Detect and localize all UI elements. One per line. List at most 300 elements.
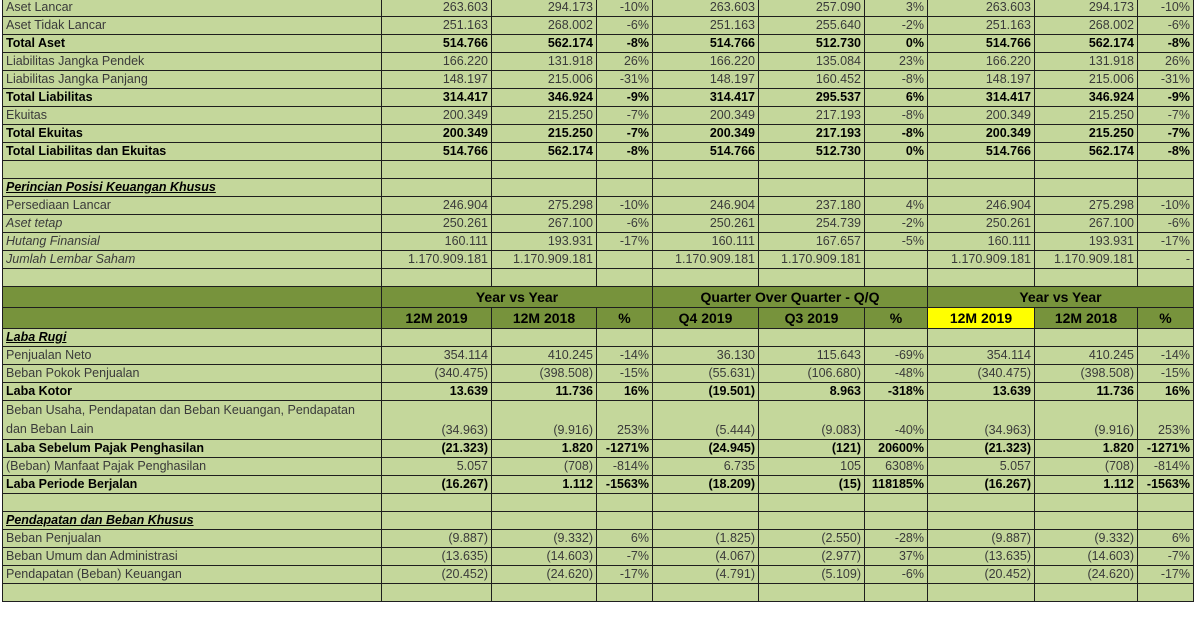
value-cell: 514.766 [382, 143, 492, 161]
row-label: (Beban) Manfaat Pajak Penghasilan [3, 458, 382, 476]
row-label: Total Liabilitas [3, 89, 382, 107]
value-cell: 251.163 [928, 17, 1035, 35]
value-cell: 217.193 [759, 125, 865, 143]
value-cell: 1.170.909.181 [382, 251, 492, 269]
value-cell: 1.170.909.181 [653, 251, 759, 269]
table-row [3, 143, 1194, 161]
value-cell [1138, 269, 1194, 287]
row-label: Liabilitas Jangka Panjang [3, 71, 382, 89]
value-cell: (9.332) [1035, 530, 1138, 548]
value-cell: 0% [865, 35, 928, 53]
value-cell: 251.163 [653, 17, 759, 35]
value-cell: 200.349 [928, 125, 1035, 143]
value-cell: 11.736 [1035, 383, 1138, 401]
value-cell: (14.603) [492, 548, 597, 566]
value-cell: 1.820 [492, 440, 597, 458]
value-cell: 314.417 [928, 89, 1035, 107]
value-cell [1138, 494, 1194, 512]
value-cell [597, 161, 653, 179]
value-cell: -6% [597, 17, 653, 35]
value-cell: 23% [865, 53, 928, 71]
row-label [3, 494, 382, 512]
row-label: Jumlah Lembar Saham [3, 251, 382, 269]
value-cell: -31% [1138, 71, 1194, 89]
table-row [3, 401, 1194, 440]
value-cell: 6% [865, 89, 928, 107]
row-label: Beban Penjualan [3, 530, 382, 548]
value-cell: 26% [1138, 53, 1194, 71]
value-cell [928, 512, 1035, 530]
table-row [3, 347, 1194, 365]
value-cell: -6% [597, 215, 653, 233]
value-cell: (340.475) [928, 365, 1035, 383]
value-cell: -69% [865, 347, 928, 365]
value-cell [1035, 512, 1138, 530]
row-label: Perincian Posisi Keuangan Khusus [3, 179, 382, 197]
value-cell: 346.924 [1035, 89, 1138, 107]
row-label [3, 584, 382, 602]
value-cell: (340.475) [382, 365, 492, 383]
value-cell: 166.220 [928, 53, 1035, 71]
value-cell: 13.639 [382, 383, 492, 401]
value-cell: 314.417 [382, 89, 492, 107]
value-cell [653, 269, 759, 287]
value-cell: 160.111 [382, 233, 492, 251]
value-cell: (2.550) [759, 530, 865, 548]
value-cell [492, 584, 597, 602]
value-cell [928, 584, 1035, 602]
value-cell: 6% [597, 530, 653, 548]
value-cell [928, 161, 1035, 179]
value-cell [928, 329, 1035, 347]
value-cell: 200.349 [382, 107, 492, 125]
table-row [3, 512, 1194, 530]
value-cell [492, 269, 597, 287]
value-cell: -814% [1138, 458, 1194, 476]
value-cell: 410.245 [1035, 347, 1138, 365]
value-cell [597, 269, 653, 287]
value-cell [759, 179, 865, 197]
value-cell: 314.417 [653, 89, 759, 107]
value-cell: 1.170.909.181 [759, 251, 865, 269]
value-cell: 215.250 [1035, 125, 1138, 143]
value-cell: -17% [597, 233, 653, 251]
value-cell: -15% [1138, 365, 1194, 383]
value-cell: 20600% [865, 440, 928, 458]
value-cell: 118185% [865, 476, 928, 494]
value-cell [597, 329, 653, 347]
header-group-qoq: Quarter Over Quarter - Q/Q [653, 287, 928, 308]
value-cell: 105 [759, 458, 865, 476]
value-cell [382, 494, 492, 512]
value-cell: (708) [492, 458, 597, 476]
value-cell: 250.261 [653, 215, 759, 233]
value-cell: 514.766 [382, 35, 492, 53]
value-cell [382, 179, 492, 197]
table-row [3, 197, 1194, 215]
value-cell: 410.245 [492, 347, 597, 365]
value-cell: -7% [1138, 548, 1194, 566]
value-cell: (9.916) [1035, 401, 1138, 440]
value-cell: 267.100 [492, 215, 597, 233]
value-cell: 268.002 [1035, 17, 1138, 35]
value-cell: 215.006 [492, 71, 597, 89]
value-cell: -10% [1138, 197, 1194, 215]
value-cell: -31% [597, 71, 653, 89]
value-cell: (9.332) [492, 530, 597, 548]
value-cell: (21.323) [928, 440, 1035, 458]
value-cell: (13.635) [382, 548, 492, 566]
value-cell: (16.267) [382, 476, 492, 494]
value-cell: (21.323) [382, 440, 492, 458]
value-cell: 514.766 [928, 35, 1035, 53]
value-cell: (13.635) [928, 548, 1035, 566]
value-cell: -28% [865, 530, 928, 548]
value-cell: 512.730 [759, 143, 865, 161]
value-cell [928, 494, 1035, 512]
value-cell: 167.657 [759, 233, 865, 251]
value-cell: -814% [597, 458, 653, 476]
value-cell: 1.170.909.181 [1035, 251, 1138, 269]
value-cell: (18.209) [653, 476, 759, 494]
value-cell [382, 269, 492, 287]
row-label: Aset Lancar [3, 0, 382, 17]
value-cell: 200.349 [653, 107, 759, 125]
value-cell: -8% [865, 125, 928, 143]
value-cell: (20.452) [382, 566, 492, 584]
table-row [3, 35, 1194, 53]
value-cell: 562.174 [492, 143, 597, 161]
value-cell [597, 584, 653, 602]
value-cell: 11.736 [492, 383, 597, 401]
value-cell: 26% [597, 53, 653, 71]
value-cell: -8% [597, 143, 653, 161]
value-cell: 148.197 [928, 71, 1035, 89]
value-cell: -14% [597, 347, 653, 365]
value-cell: 237.180 [759, 197, 865, 215]
value-cell: (708) [1035, 458, 1138, 476]
value-cell: -48% [865, 365, 928, 383]
value-cell: 16% [597, 383, 653, 401]
value-cell: (34.963) [382, 401, 492, 440]
value-cell [653, 179, 759, 197]
value-cell: 3% [865, 0, 928, 17]
value-cell [653, 329, 759, 347]
value-cell: -7% [597, 107, 653, 125]
value-cell [759, 161, 865, 179]
blank-row [3, 494, 1194, 512]
value-cell: -17% [597, 566, 653, 584]
value-cell [1138, 161, 1194, 179]
value-cell: (4.791) [653, 566, 759, 584]
value-cell: -5% [865, 233, 928, 251]
value-cell: -17% [1138, 566, 1194, 584]
value-cell: - [1138, 251, 1194, 269]
value-cell [759, 494, 865, 512]
value-cell [382, 512, 492, 530]
table-row [3, 530, 1194, 548]
value-cell: 160.111 [928, 233, 1035, 251]
value-cell: 1.820 [1035, 440, 1138, 458]
value-cell [865, 269, 928, 287]
value-cell: (16.267) [928, 476, 1035, 494]
value-cell: 1.112 [492, 476, 597, 494]
table-row [3, 329, 1194, 347]
value-cell [597, 179, 653, 197]
value-cell: 215.250 [1035, 107, 1138, 125]
table-row [3, 71, 1194, 89]
value-cell [759, 584, 865, 602]
value-cell [1035, 179, 1138, 197]
value-cell: 250.261 [382, 215, 492, 233]
table-row [3, 458, 1194, 476]
value-cell: 263.603 [382, 0, 492, 17]
value-cell: -318% [865, 383, 928, 401]
value-cell: (9.887) [928, 530, 1035, 548]
value-cell: 346.924 [492, 89, 597, 107]
value-cell: 200.349 [382, 125, 492, 143]
value-cell [759, 269, 865, 287]
value-cell: 263.603 [928, 0, 1035, 17]
table-row [3, 251, 1194, 269]
value-cell [865, 494, 928, 512]
value-cell: 4% [865, 197, 928, 215]
value-cell: 512.730 [759, 35, 865, 53]
value-cell: 275.298 [492, 197, 597, 215]
value-cell [653, 512, 759, 530]
table-row [3, 107, 1194, 125]
value-cell: -6% [865, 566, 928, 584]
value-cell: -10% [1138, 0, 1194, 17]
value-cell [1138, 512, 1194, 530]
value-cell [492, 329, 597, 347]
value-cell [1035, 161, 1138, 179]
value-cell: -40% [865, 401, 928, 440]
column-header: 12M 2019 [382, 308, 492, 329]
value-cell: (20.452) [928, 566, 1035, 584]
value-cell: 193.931 [1035, 233, 1138, 251]
value-cell: 5.057 [928, 458, 1035, 476]
row-label: Penjualan Neto [3, 347, 382, 365]
row-label: Pendapatan (Beban) Keuangan [3, 566, 382, 584]
value-cell [865, 179, 928, 197]
value-cell [382, 584, 492, 602]
value-cell: -7% [1138, 107, 1194, 125]
value-cell: 5.057 [382, 458, 492, 476]
table-row [3, 548, 1194, 566]
header-group-row [3, 287, 1194, 308]
value-cell [865, 251, 928, 269]
value-cell [597, 251, 653, 269]
value-cell: (121) [759, 440, 865, 458]
value-cell: (24.945) [653, 440, 759, 458]
table-row [3, 383, 1194, 401]
table-row [3, 215, 1194, 233]
column-header: 12M 2019 [928, 308, 1035, 329]
value-cell: (4.067) [653, 548, 759, 566]
row-label: Beban Pokok Penjualan [3, 365, 382, 383]
value-cell: 294.173 [1035, 0, 1138, 17]
column-header: 12M 2018 [1035, 308, 1138, 329]
value-cell: (398.508) [1035, 365, 1138, 383]
header-blank-cell [3, 287, 382, 308]
value-cell [597, 512, 653, 530]
value-cell: 246.904 [382, 197, 492, 215]
value-cell [865, 161, 928, 179]
value-cell: 200.349 [653, 125, 759, 143]
value-cell: -1271% [597, 440, 653, 458]
value-cell: 36.130 [653, 347, 759, 365]
row-label: Total Aset [3, 35, 382, 53]
value-cell: -8% [1138, 35, 1194, 53]
value-cell: (5.444) [653, 401, 759, 440]
value-cell: (9.083) [759, 401, 865, 440]
table-row [3, 365, 1194, 383]
value-cell: (19.501) [653, 383, 759, 401]
value-cell: 6308% [865, 458, 928, 476]
value-cell: -6% [1138, 215, 1194, 233]
table-row [3, 0, 1194, 17]
value-cell: 253% [1138, 401, 1194, 440]
value-cell: -8% [865, 107, 928, 125]
value-cell: -6% [1138, 17, 1194, 35]
value-cell: 263.603 [653, 0, 759, 17]
header-blank-cell [3, 308, 382, 329]
value-cell: -8% [1138, 143, 1194, 161]
table-row [3, 440, 1194, 458]
value-cell: 115.643 [759, 347, 865, 365]
value-cell [1035, 584, 1138, 602]
value-cell [928, 179, 1035, 197]
value-cell: -9% [597, 89, 653, 107]
column-header: % [597, 308, 653, 329]
value-cell: 354.114 [928, 347, 1035, 365]
value-cell: (1.825) [653, 530, 759, 548]
value-cell: 354.114 [382, 347, 492, 365]
value-cell: 253% [597, 401, 653, 440]
value-cell [865, 512, 928, 530]
row-label: Laba Sebelum Pajak Penghasilan [3, 440, 382, 458]
value-cell: (15) [759, 476, 865, 494]
value-cell: 215.250 [492, 125, 597, 143]
income-statement-section [3, 329, 1194, 602]
value-cell: -1563% [597, 476, 653, 494]
value-cell: 166.220 [382, 53, 492, 71]
row-label: Laba Periode Berjalan [3, 476, 382, 494]
value-cell [865, 584, 928, 602]
value-cell: 514.766 [653, 143, 759, 161]
financial-spreadsheet [2, 0, 1194, 602]
value-cell: 268.002 [492, 17, 597, 35]
value-cell [653, 161, 759, 179]
value-cell: -7% [597, 548, 653, 566]
value-cell: 267.100 [1035, 215, 1138, 233]
row-label: Aset tetap [3, 215, 382, 233]
row-label: Laba Rugi [3, 329, 382, 347]
income-header [3, 287, 1194, 329]
value-cell [597, 494, 653, 512]
column-header: Q3 2019 [759, 308, 865, 329]
value-cell [492, 512, 597, 530]
value-cell: -17% [1138, 233, 1194, 251]
value-cell: 131.918 [1035, 53, 1138, 71]
value-cell: 215.006 [1035, 71, 1138, 89]
value-cell [928, 269, 1035, 287]
value-cell: -10% [597, 197, 653, 215]
value-cell: 200.349 [928, 107, 1035, 125]
value-cell [865, 329, 928, 347]
table-row [3, 17, 1194, 35]
row-label: Beban Usaha, Pendapatan dan Beban Keuangan, Pendapatan dan Beban Lain [3, 401, 382, 440]
value-cell [1035, 329, 1138, 347]
value-cell: 255.640 [759, 17, 865, 35]
row-label: Total Liabilitas dan Ekuitas [3, 143, 382, 161]
value-cell: -8% [865, 71, 928, 89]
value-cell: (34.963) [928, 401, 1035, 440]
value-cell: 160.111 [653, 233, 759, 251]
value-cell: (5.109) [759, 566, 865, 584]
value-cell: 254.739 [759, 215, 865, 233]
table-row [3, 233, 1194, 251]
value-cell: 6.735 [653, 458, 759, 476]
value-cell: 295.537 [759, 89, 865, 107]
value-cell: 160.452 [759, 71, 865, 89]
value-cell: 148.197 [653, 71, 759, 89]
table-row [3, 89, 1194, 107]
balance-sheet-section [3, 0, 1194, 287]
value-cell: 16% [1138, 383, 1194, 401]
value-cell [382, 329, 492, 347]
value-cell [1138, 179, 1194, 197]
value-cell: -7% [1138, 125, 1194, 143]
blank-row [3, 584, 1194, 602]
header-group-yoy: Year vs Year [382, 287, 653, 308]
value-cell: 1.112 [1035, 476, 1138, 494]
value-cell [653, 584, 759, 602]
value-cell: 193.931 [492, 233, 597, 251]
value-cell: -1271% [1138, 440, 1194, 458]
value-cell: 251.163 [382, 17, 492, 35]
value-cell: 562.174 [1035, 143, 1138, 161]
row-label: Liabilitas Jangka Pendek [3, 53, 382, 71]
row-label: Laba Kotor [3, 383, 382, 401]
table-row [3, 566, 1194, 584]
value-cell: 166.220 [653, 53, 759, 71]
value-cell [759, 512, 865, 530]
value-cell [492, 494, 597, 512]
value-cell: (24.620) [1035, 566, 1138, 584]
value-cell: (398.508) [492, 365, 597, 383]
row-label: Ekuitas [3, 107, 382, 125]
value-cell: (24.620) [492, 566, 597, 584]
value-cell: 37% [865, 548, 928, 566]
value-cell [1035, 494, 1138, 512]
value-cell: -14% [1138, 347, 1194, 365]
value-cell: 1.170.909.181 [492, 251, 597, 269]
row-label [3, 161, 382, 179]
value-cell: -9% [1138, 89, 1194, 107]
blank-row [3, 269, 1194, 287]
value-cell: 148.197 [382, 71, 492, 89]
value-cell [653, 494, 759, 512]
value-cell: -7% [597, 125, 653, 143]
value-cell [759, 329, 865, 347]
column-header: Q4 2019 [653, 308, 759, 329]
value-cell: 215.250 [492, 107, 597, 125]
value-cell: 562.174 [1035, 35, 1138, 53]
row-label: Hutang Finansial [3, 233, 382, 251]
value-cell: 250.261 [928, 215, 1035, 233]
